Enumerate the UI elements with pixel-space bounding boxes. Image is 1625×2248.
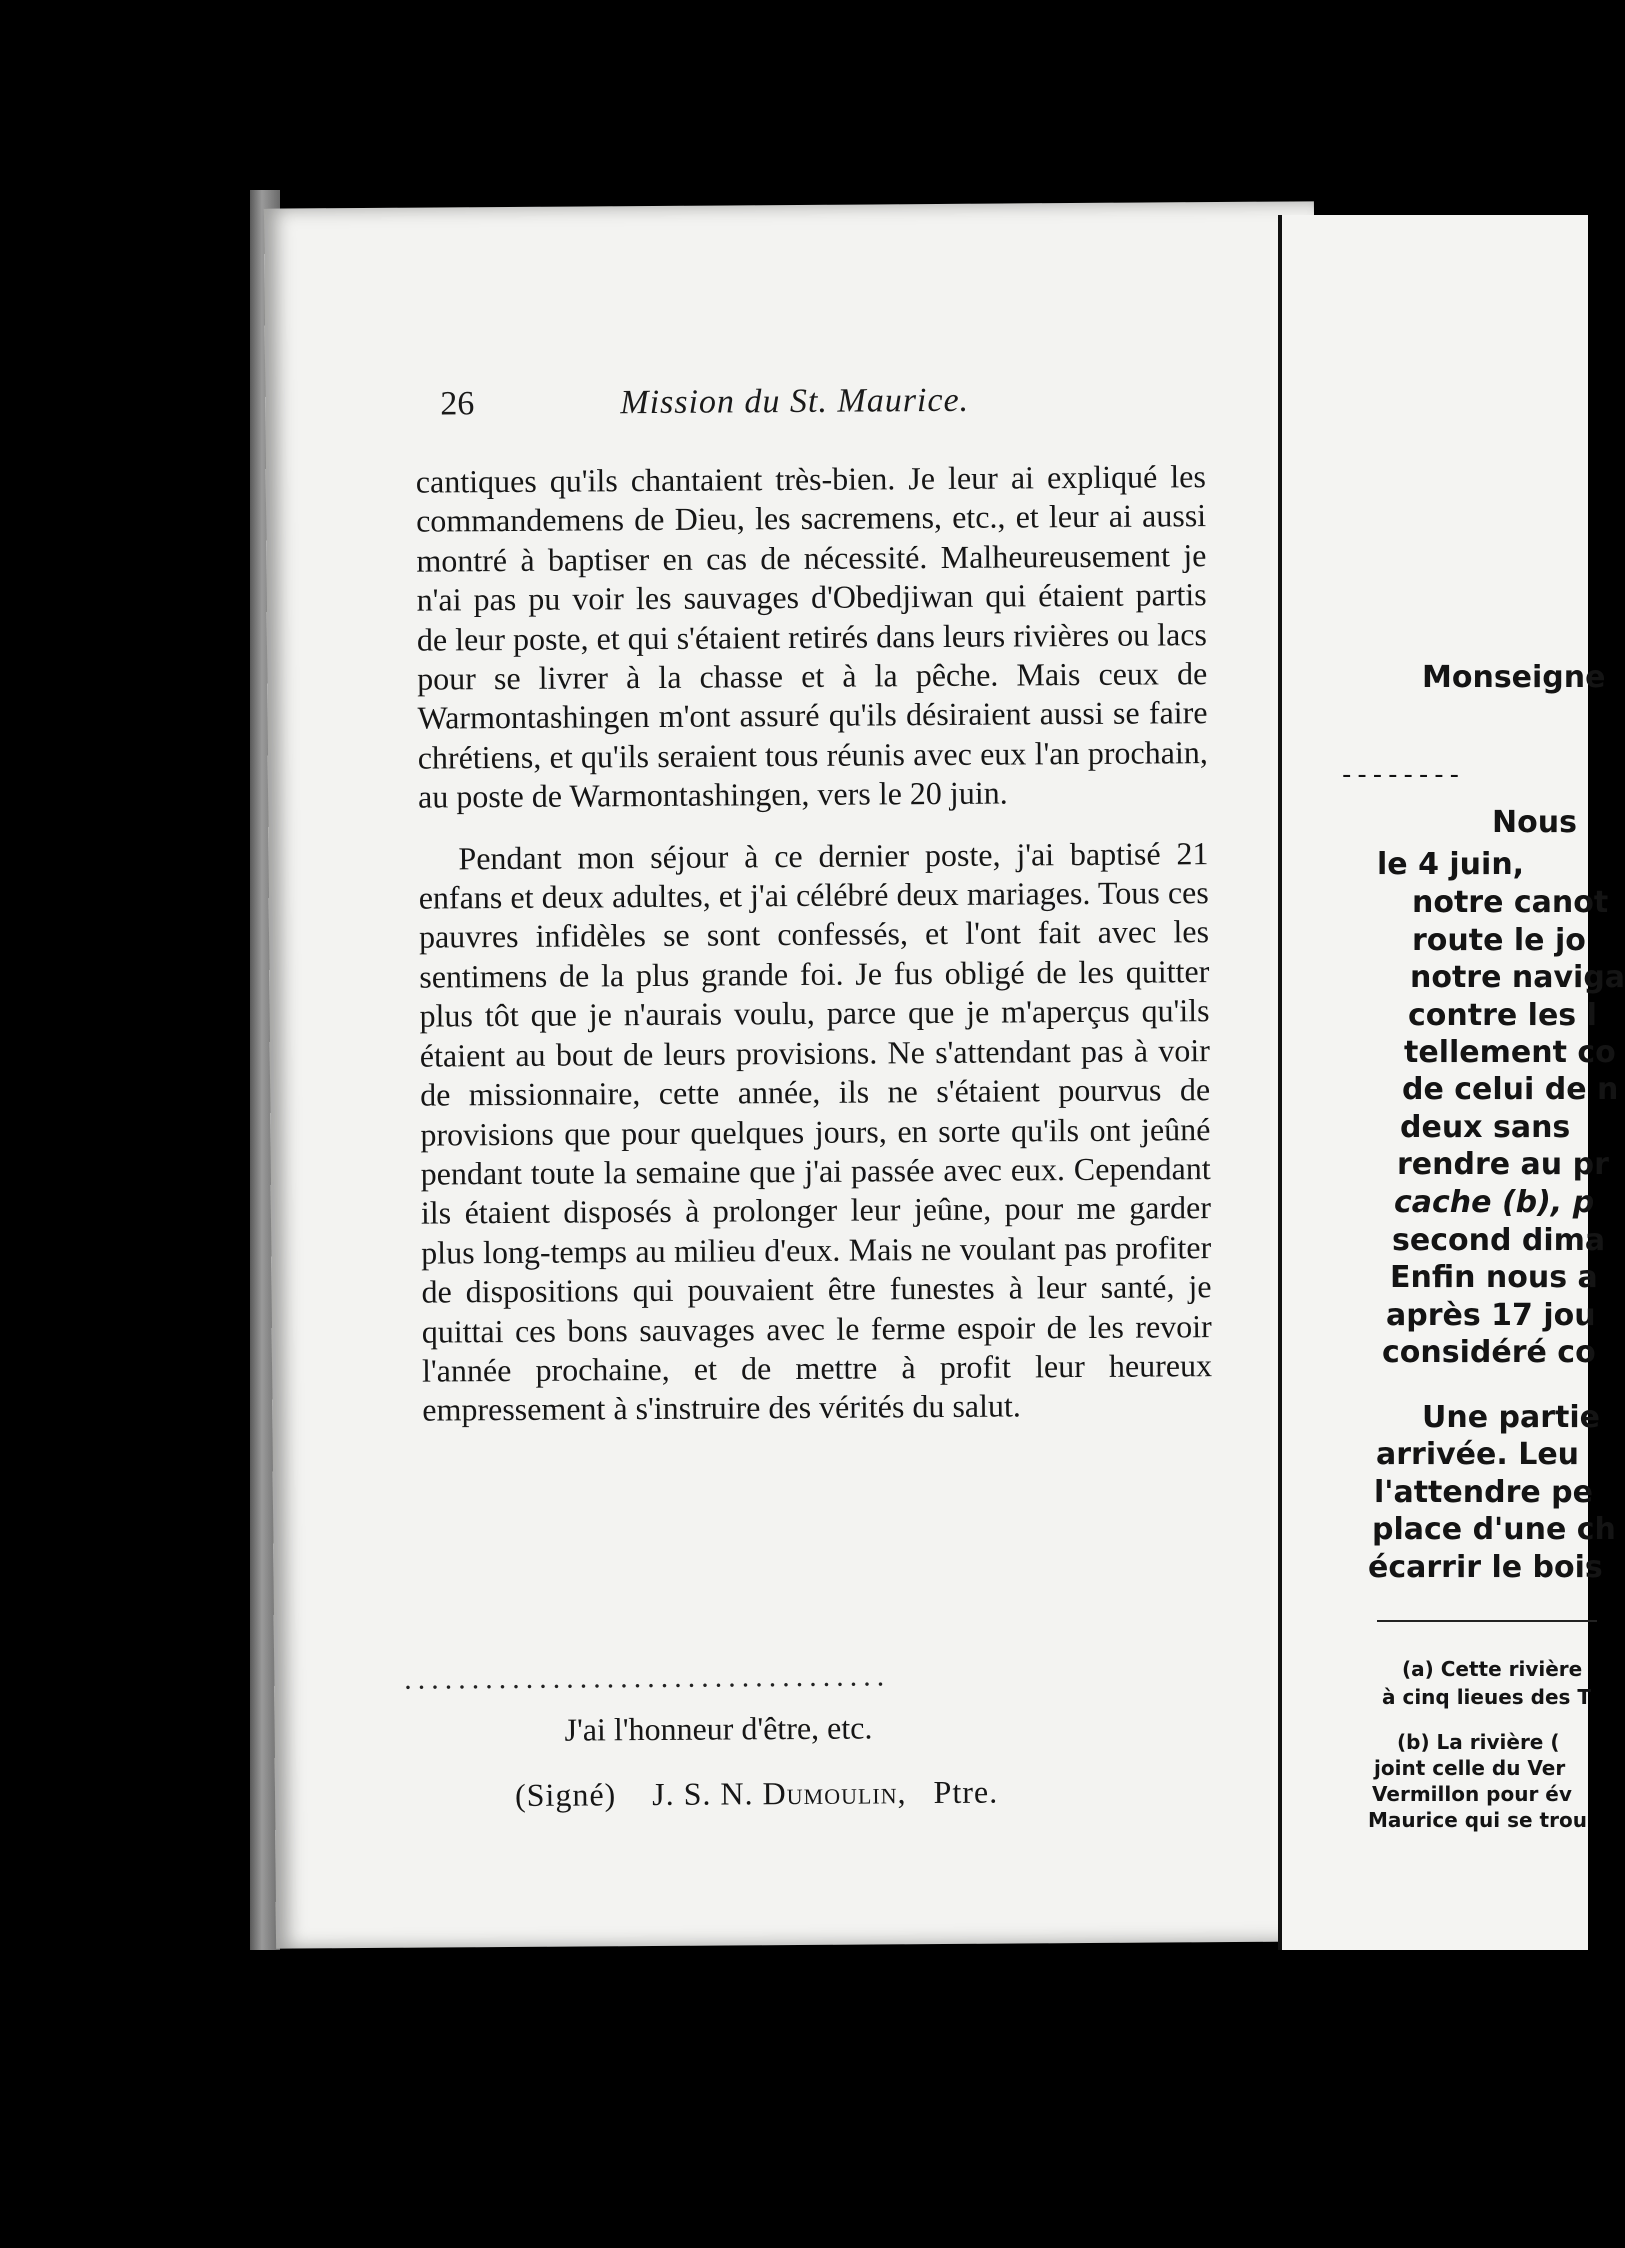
right-line: après 17 jou <box>1386 1298 1596 1333</box>
right-dashes: -------- <box>1342 760 1466 790</box>
footnote-line: à cinq lieues des T <box>1382 1685 1592 1709</box>
left-page <box>264 201 1326 1948</box>
right-line: route le jo <box>1412 923 1586 958</box>
footnote-line: (a) Cette rivière <box>1402 1657 1583 1681</box>
footnote-line: (b) La rivière ( <box>1397 1730 1560 1754</box>
signature-prefix: (Signé) <box>514 1776 617 1813</box>
right-line: arrivée. Leu <box>1376 1437 1580 1472</box>
right-line: Nous <box>1492 805 1577 840</box>
dotted-separator: .................................... <box>404 1659 891 1696</box>
footnote-rule <box>1377 1620 1597 1622</box>
signature-name: J. S. N. Dumoulin, <box>652 1774 907 1813</box>
right-line: considéré co <box>1382 1335 1596 1370</box>
closing-line: J'ai l'honneur d'être, etc. <box>564 1709 873 1748</box>
right-line: Enfin nous a <box>1390 1260 1598 1295</box>
right-line: rendre au pr <box>1397 1147 1609 1182</box>
right-line: l'attendre pe <box>1374 1475 1593 1510</box>
right-line: second dima <box>1392 1223 1606 1258</box>
footnote-line: Vermillon pour év <box>1372 1782 1572 1806</box>
page-number: 26 <box>440 385 475 423</box>
right-page <box>1278 215 1625 1950</box>
right-line: Une partie <box>1422 1400 1600 1435</box>
right-line: cache (b), p <box>1394 1185 1595 1220</box>
running-title: Mission du St. Maurice. <box>620 381 970 422</box>
running-head <box>440 379 1300 445</box>
signature <box>515 1774 998 1814</box>
right-line: deux sans <box>1400 1110 1571 1145</box>
right-line: place d'une ch <box>1372 1512 1616 1547</box>
right-line: le 4 juin, <box>1377 847 1525 882</box>
right-line: de celui de n <box>1402 1072 1619 1107</box>
paragraph: Pendant mon séjour à ce dernier poste, j'ai baptisé 21 enfans et deux adultes, et j'ai célébré deux mariages. Tous ces pauvres infidèles se sont confessés, et l'ont fait avec les sentimens de la plus grande foi. Je fus obligé de les quitter plus tôt que je n'aurais voulu, parce que je m'aperçus qu'ils étaient au bout de leurs provisions. Ne s'attendant pas à voir de missionnaire, cette année, ils ne s'étaient pourvus de provisions que pour quelques jours, en sorte qu'ils ont jeûné pendant toute la semaine que j'ai passée avec eux. Cependant ils étaient disposés à prolonger leur jeûne, pour me garder plus long-temps au milieu d'eux. Mais ne voulant pas profiter de dispositions qui pouvaient être funestes à leur santé, je quittai ces bons sauvages avec le ferme espoir de les revoir l'année prochaine, et de mettre à profit leur heureux empressement à s'instruire des vérités du salut. <box>418 834 1213 1428</box>
right-line: contre les l <box>1408 998 1597 1033</box>
right-line: écarrir le bois <box>1368 1550 1603 1585</box>
right-heading: Monseigne <box>1422 660 1606 695</box>
right-line: tellement co <box>1404 1035 1616 1070</box>
signature-suffix: Ptre. <box>933 1773 999 1811</box>
paragraph: cantiques qu'ils chantaient très-bien. Je leur ai expliqué les commandemens de Dieu, les sacremens, etc., et leur ai aussi montré à baptiser en cas de nécessité. Malheureusement je n'ai pas pu voir les sauvages d'Obedjiwan qui étaient partis de leur poste, et qui s'étaient retirés dans leurs rivières ou lacs pour se livrer à la chasse et à la pêche. Mais ceux de Warmontashingen m'ont assuré qu'ils désiraient aussi se faire chrétiens, et qu'ils seraient tous réunis avec eux l'an prochain, au poste de Warmontashingen, vers le 20 juin. <box>415 458 1208 815</box>
footnote-line: joint celle du Ver <box>1374 1756 1566 1780</box>
right-line: notre naviga <box>1410 960 1625 995</box>
body-text <box>416 457 1213 1452</box>
footnote-line: Maurice qui se trou <box>1368 1808 1587 1832</box>
right-line: notre canot <box>1412 885 1609 920</box>
